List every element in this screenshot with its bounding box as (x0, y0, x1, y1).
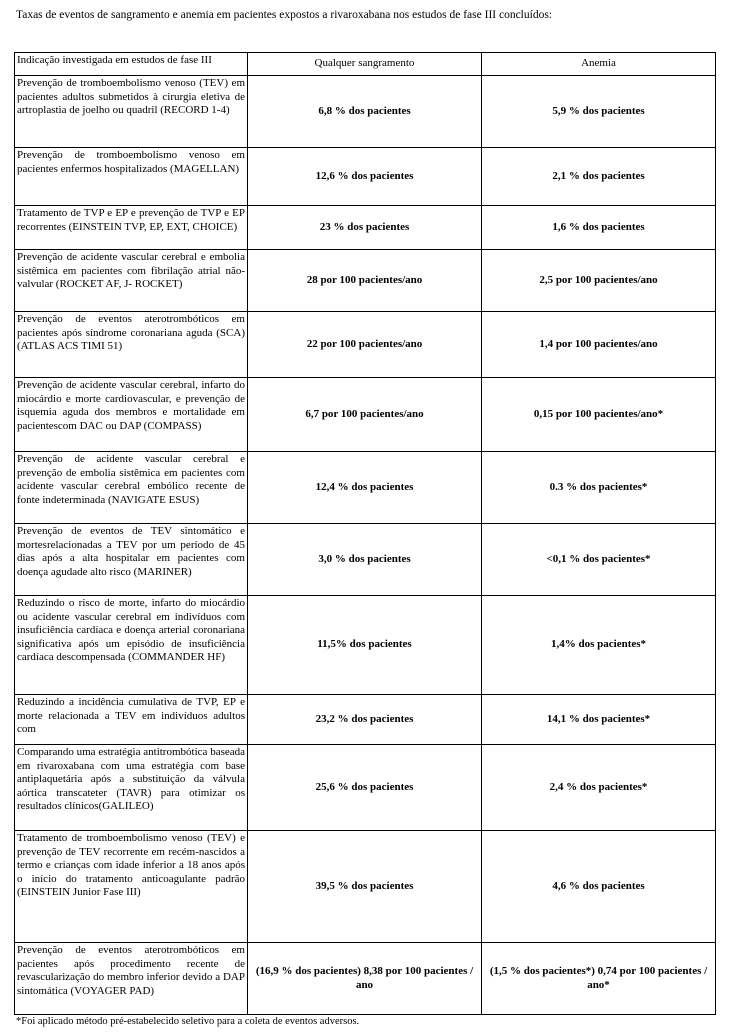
table-row (15, 148, 716, 206)
table-row (15, 452, 716, 524)
indication-cell: Prevenção de tromboembolismo venoso (TEV) em pacientes adultos submetidos à cirurgia eletiva de artroplastia de joelho ou quadril (RECORD 1-4) (15, 76, 248, 148)
anemia-cell: (1,5 % dos pacientes*) 0,74 por 100 pacientes / ano* (482, 943, 716, 1015)
bleeding-cell: 23 % dos pacientes (248, 206, 482, 250)
anemia-cell: 0,15 por 100 pacientes/ano* (482, 378, 716, 452)
indication-cell: Prevenção de eventos de TEV sintomático e mortesrelacionadas a TEV por um período de 45 dias após a alta hospitalar em pacientes com doença agudade alto risco (MARINER) (15, 524, 248, 596)
anemia-cell: 1,4 por 100 pacientes/ano (482, 312, 716, 378)
adverse-events-table (14, 52, 716, 1015)
indication-cell: Tratamento de TVP e EP e prevenção de TVP e EP recorrentes (EINSTEIN TVP, EP, EXT, CHOICE) (15, 206, 248, 250)
bleeding-cell: 12,6 % dos pacientes (248, 148, 482, 206)
table-row (15, 596, 716, 695)
table-row (15, 378, 716, 452)
bleeding-cell: (16,9 % dos pacientes) 8,38 por 100 pacientes / ano (248, 943, 482, 1015)
header-anemia: Anemia (482, 53, 716, 76)
bleeding-cell: 11,5% dos pacientes (248, 596, 482, 695)
anemia-cell: 5,9 % dos pacientes (482, 76, 716, 148)
anemia-cell: 1,6 % dos pacientes (482, 206, 716, 250)
table-row (15, 250, 716, 312)
bleeding-cell: 12,4 % dos pacientes (248, 452, 482, 524)
table-row (15, 76, 716, 148)
table-row (15, 695, 716, 745)
indication-cell: Prevenção de acidente vascular cerebral e prevenção de embolia sistêmica em pacientes com acidente vascular cerebral embólico recente de fonte indeterminada (NAVIGATE ESUS) (15, 452, 248, 524)
bleeding-cell: 39,5 % dos pacientes (248, 831, 482, 943)
indication-cell: Prevenção de tromboembolismo venoso em pacientes enfermos hospitalizados (MAGELLAN) (15, 148, 248, 206)
table-row (15, 745, 716, 831)
intro-text: Taxas de eventos de sangramento e anemia em pacientes expostos a rivaroxabana nos estudos de fase III concluídos: (16, 9, 552, 21)
bleeding-cell: 28 por 100 pacientes/ano (248, 250, 482, 312)
table-row (15, 943, 716, 1015)
bleeding-cell: 3,0 % dos pacientes (248, 524, 482, 596)
indication-cell: Tratamento de tromboembolismo venoso (TEV) e prevenção de TEV recorrente em recém-nascidos a termo e crianças com idade inferior a 18 anos após o início do tratamento anticoagulante padrão (EINSTEIN Junior Fase III) (15, 831, 248, 943)
anemia-cell: 4,6 % dos pacientes (482, 831, 716, 943)
indication-cell: Reduzindo o risco de morte, infarto do miocárdio ou acidente vascular cerebral em indivíduos com insuficiência cardíaca e doença arterial coronariana significativa após um episódio de insuficiência cardíaca descompensada (COMMANDER HF) (15, 596, 248, 695)
bleeding-cell: 22 por 100 pacientes/ano (248, 312, 482, 378)
bleeding-cell: 23,2 % dos pacientes (248, 695, 482, 745)
footnote: *Foi aplicado método pré-estabelecido seletivo para a coleta de eventos adversos. (16, 1016, 360, 1027)
anemia-cell: 1,4% dos pacientes* (482, 596, 716, 695)
indication-cell: Prevenção de eventos aterotrombóticos em pacientes após síndrome coronariana aguda (SCA) (ATLAS ACS TIMI 51) (15, 312, 248, 378)
indication-cell: Prevenção de acidente vascular cerebral e embolia sistêmica em pacientes com fibrilação atrial não-valvular (ROCKET AF, J- ROCKET) (15, 250, 248, 312)
table-header-row (15, 53, 716, 76)
anemia-cell: 2,5 por 100 pacientes/ano (482, 250, 716, 312)
anemia-cell: 2,4 % dos pacientes* (482, 745, 716, 831)
indication-cell: Comparando uma estratégia antitrombótica baseada em rivaroxabana com uma estratégia com base antiplaquetária após a substituição da válvula aórtica transcateter (TAVR) para otimizar os resultados clínicos(GALILEO) (15, 745, 248, 831)
indication-cell: Reduzindo a incidência cumulativa de TVP, EP e morte relacionada a TEV em indivíduos adultos com (15, 695, 248, 745)
bleeding-cell: 25,6 % dos pacientes (248, 745, 482, 831)
table-row (15, 312, 716, 378)
indication-cell: Prevenção de eventos aterotrombóticos em pacientes após procedimento recente de revascularização do membro inferior devido a DAP sintomática (VOYAGER PAD) (15, 943, 248, 1015)
anemia-cell: 0.3 % dos pacientes* (482, 452, 716, 524)
bleeding-cell: 6,8 % dos pacientes (248, 76, 482, 148)
anemia-cell: 14,1 % dos pacientes* (482, 695, 716, 745)
header-bleeding: Qualquer sangramento (248, 53, 482, 76)
table-row (15, 831, 716, 943)
table-row (15, 524, 716, 596)
anemia-cell: 2,1 % dos pacientes (482, 148, 716, 206)
indication-cell: Prevenção de acidente vascular cerebral, infarto do miocárdio e morte cardiovascular, e prevenção de isquemia aguda dos membros e mortalidade em pacientescom DAC ou DAP (COMPASS) (15, 378, 248, 452)
header-indication: Indicação investigada em estudos de fase III (15, 53, 248, 76)
anemia-cell: <0,1 % dos pacientes* (482, 524, 716, 596)
table-row (15, 206, 716, 250)
bleeding-cell: 6,7 por 100 pacientes/ano (248, 378, 482, 452)
